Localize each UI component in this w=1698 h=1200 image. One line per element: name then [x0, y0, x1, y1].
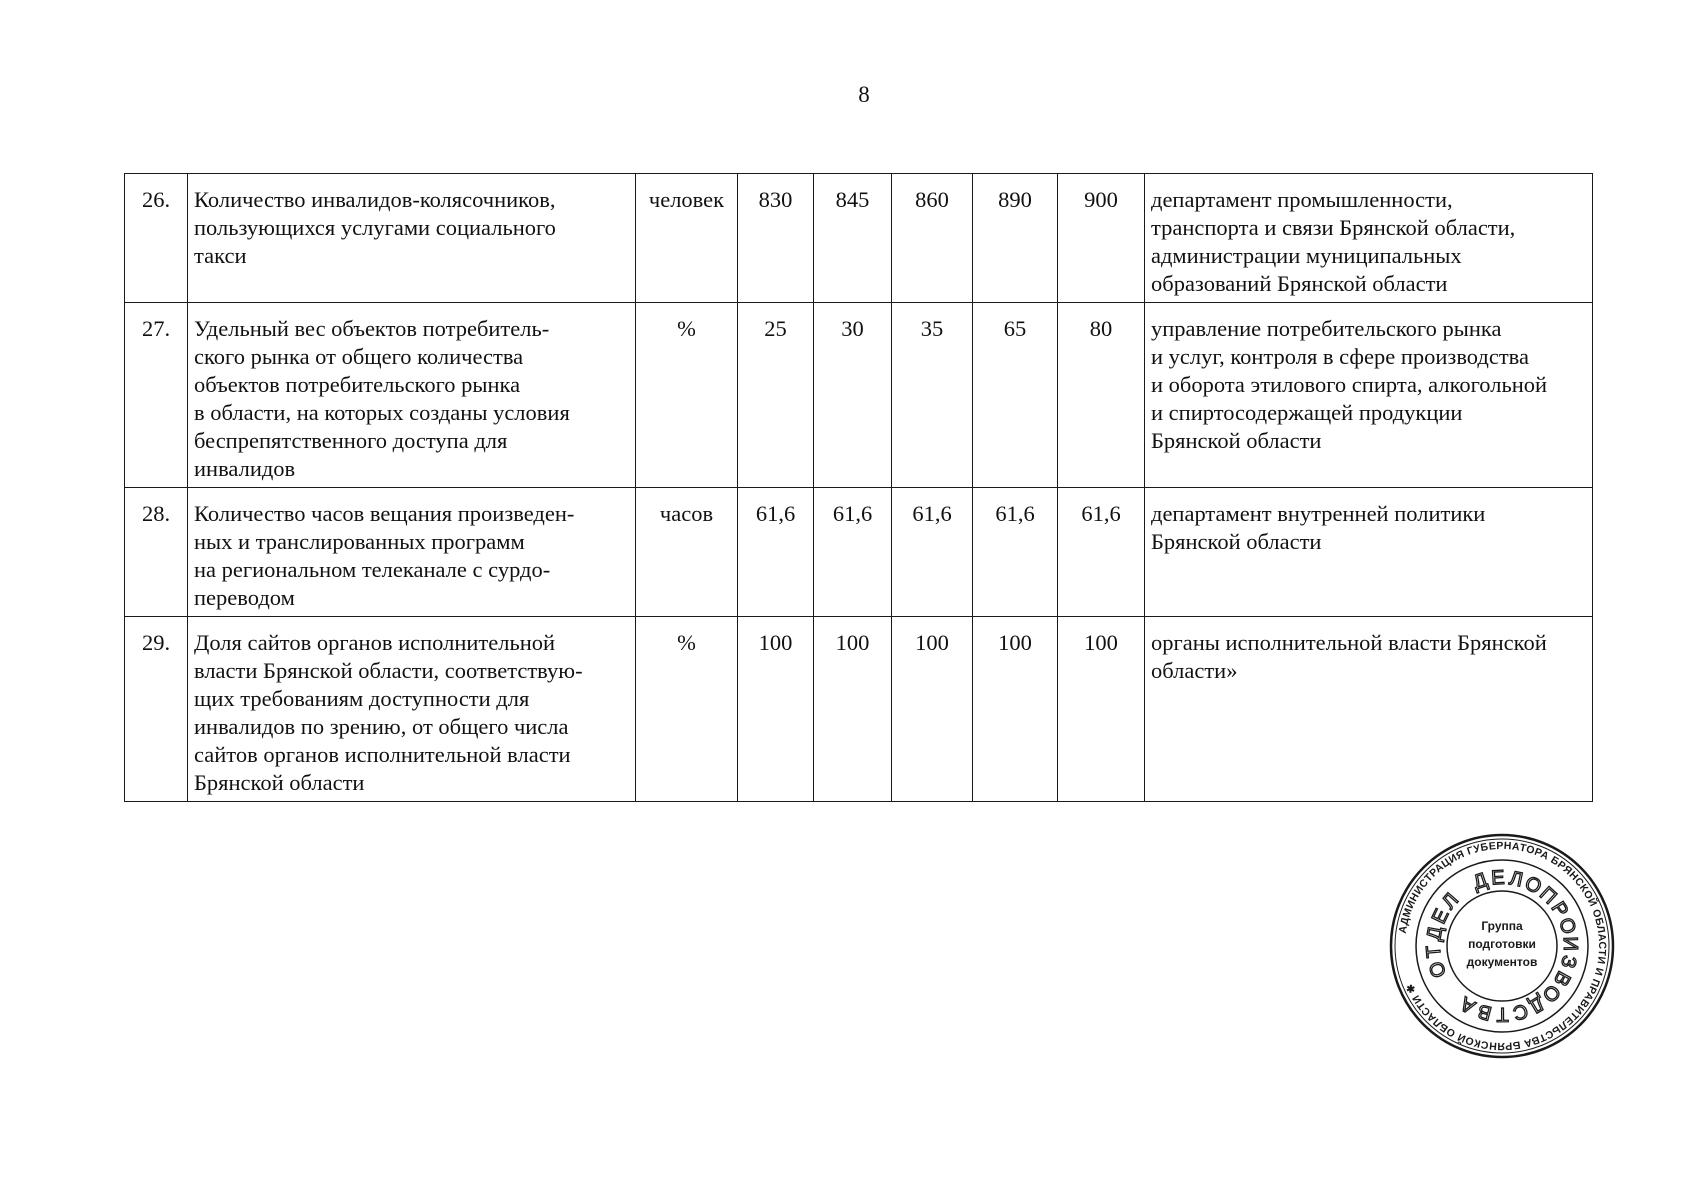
svg-text:Д: Д — [1423, 924, 1448, 943]
value-cell-text: 100 — [758, 630, 793, 655]
stamp-outer-text: АДМИНИСТРАЦИЯ ГУБЕРНАТОРА БРЯНСКОЙ ОБЛАСТИ И ПРАВИТЕЛЬСТВА БРЯНСКОЙ ОБЛАСТИ ✱ — [1396, 839, 1609, 1053]
value-cell — [892, 617, 973, 802]
value-cell-text: 30 — [841, 316, 864, 341]
indicator-name-text: Количество часов вещания произведен- ных и транслированных программ на региональном телеканале с сурдо- переводом — [194, 501, 575, 610]
svg-text:Л: Л — [1437, 889, 1464, 914]
value-cell-text: 35 — [920, 316, 944, 341]
executor-cell-text: органы исполнительной власти Брянской области» — [1151, 630, 1547, 683]
value-cell — [814, 303, 892, 488]
svg-text:О: О — [1554, 915, 1580, 937]
svg-text:Д: Д — [1470, 868, 1491, 895]
value-cell — [814, 617, 892, 802]
executor-cell-text: департамент внутренней политики Брянской области — [1151, 501, 1486, 554]
executor-cell — [1145, 174, 1593, 303]
value-cell — [973, 174, 1058, 303]
svg-text:Д: Д — [1525, 991, 1549, 1018]
row-number-text: 26. — [141, 187, 171, 212]
value-cell-text: 890 — [998, 187, 1032, 212]
stamp-center-line2: подготовки — [1468, 937, 1536, 951]
executor-cell-text: департамент промышленности, транспорта и связи Брянской области, администрации муниципальных образований Брянской области — [1151, 187, 1516, 296]
svg-text:С: С — [1510, 998, 1531, 1025]
value-cell-text: 830 — [758, 187, 793, 212]
row-number — [125, 488, 188, 617]
table-row — [125, 488, 1593, 617]
unit-cell — [636, 617, 738, 802]
svg-text:З: З — [1556, 953, 1581, 971]
indicator-name-text: Удельный вес объектов потребитель- ского рынка от общего количества объектов потребительского рынка в области, на которых созданы условия беспрепятственного доступа для инвалидов — [194, 316, 570, 481]
value-cell — [892, 488, 973, 617]
value-cell-text: 100 — [998, 630, 1032, 655]
unit-cell-text: % — [677, 630, 696, 655]
executor-cell-text: управление потребительского рынка и услуг, контроля в сфере производства и оборота этилового спирта, алкогольной и спиртосодержащей продукции Брянской области — [1151, 316, 1548, 453]
svg-text:В: В — [1548, 967, 1575, 990]
value-cell — [892, 303, 973, 488]
value-cell-text: 860 — [915, 187, 949, 212]
value-cell — [973, 303, 1058, 488]
indicator-name — [188, 488, 636, 617]
value-cell — [814, 174, 892, 303]
value-cell — [738, 303, 814, 488]
unit-cell-text: человек — [648, 187, 725, 212]
table-body — [125, 174, 1593, 802]
value-cell-text: 61,6 — [832, 501, 873, 526]
row-number-text: 27. — [141, 316, 171, 341]
value-cell-text: 845 — [835, 187, 870, 212]
value-cell — [892, 174, 973, 303]
value-cell-text: 25 — [764, 316, 787, 341]
executor-cell — [1145, 488, 1593, 617]
indicator-name-text: Количество инвалидов-колясочников, пользующихся услугами социального такси — [194, 187, 556, 268]
svg-text:П: П — [1535, 882, 1561, 909]
svg-text:Е: Е — [1490, 866, 1506, 890]
table-row — [125, 617, 1593, 802]
value-cell-text: 80 — [1089, 316, 1113, 341]
svg-text:Т: Т — [1422, 944, 1446, 959]
indicator-name — [188, 617, 636, 802]
indicator-name — [188, 174, 636, 303]
indicator-name-text: Доля сайтов органов исполнительной власти Брянской области, соответствую- щих требованиям доступности для инвалидов по зрению, от общего числа сайтов органов исполнительной власти Брянской области — [194, 630, 583, 795]
value-cell — [973, 617, 1058, 802]
value-cell — [814, 488, 892, 617]
value-cell — [1058, 488, 1145, 617]
svg-text:Е: Е — [1427, 905, 1454, 928]
row-number-text: 28. — [141, 501, 171, 526]
unit-cell-text: % — [677, 316, 696, 341]
value-cell-text: 61,6 — [755, 501, 796, 526]
page-number: 8 — [858, 82, 870, 107]
svg-text:О: О — [1425, 958, 1452, 981]
value-cell-text: 61,6 — [995, 501, 1035, 526]
svg-text:И: И — [1558, 936, 1582, 952]
value-cell — [738, 617, 814, 802]
unit-cell — [636, 174, 738, 303]
svg-text:О: О — [1537, 979, 1565, 1007]
svg-text:Р: Р — [1546, 898, 1573, 922]
executor-cell — [1145, 303, 1593, 488]
value-cell — [1058, 303, 1145, 488]
value-cell-text: 65 — [1003, 316, 1027, 341]
indicator-name — [188, 303, 636, 488]
svg-text:Л: Л — [1507, 867, 1525, 892]
svg-text:Т: Т — [1496, 1002, 1509, 1026]
value-cell-text: 100 — [1084, 630, 1118, 655]
value-cell — [973, 488, 1058, 617]
value-cell — [738, 488, 814, 617]
row-number-text: 29. — [141, 630, 171, 655]
executor-cell — [1145, 617, 1593, 802]
value-cell — [1058, 174, 1145, 303]
official-seal-stamp — [1388, 832, 1616, 1060]
row-number — [125, 174, 188, 303]
indicators-table — [124, 173, 1593, 802]
table-row — [125, 303, 1593, 488]
value-cell-text: 100 — [835, 630, 870, 655]
value-cell-text: 100 — [915, 630, 949, 655]
table-row — [125, 174, 1593, 303]
stamp-center-line3: документов — [1466, 955, 1538, 969]
value-cell-text: 61,6 — [1081, 501, 1121, 526]
unit-cell — [636, 488, 738, 617]
svg-text:О: О — [1521, 872, 1545, 899]
svg-text:В: В — [1475, 999, 1494, 1025]
row-number — [125, 617, 188, 802]
unit-cell-text: часов — [659, 501, 714, 526]
svg-text:А: А — [1456, 992, 1480, 1018]
unit-cell — [636, 303, 738, 488]
stamp-center-line1: Группа — [1481, 919, 1523, 933]
value-cell — [1058, 617, 1145, 802]
value-cell — [738, 174, 814, 303]
value-cell-text: 900 — [1084, 187, 1118, 212]
row-number — [125, 303, 188, 488]
value-cell-text: 61,6 — [912, 501, 952, 526]
